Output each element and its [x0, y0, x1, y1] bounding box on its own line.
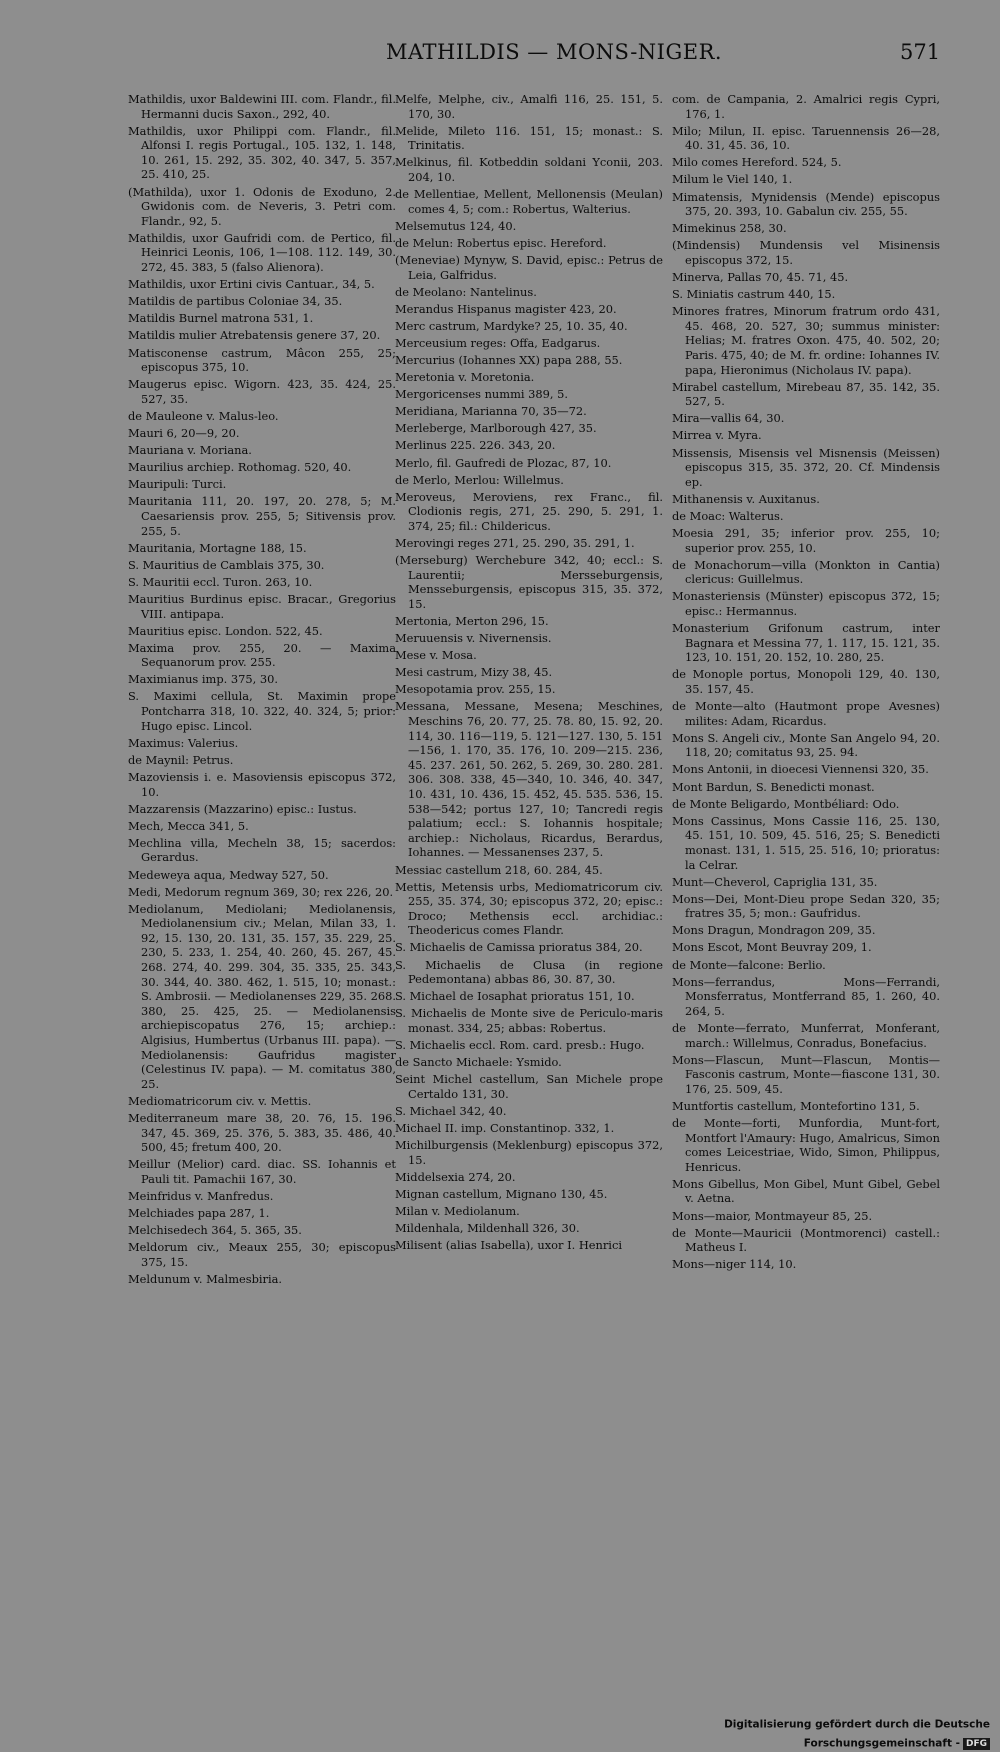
index-entry: Mathildis, uxor Baldewini III. com. Flandr., fil. Hermanni ducis Saxon., 292, 40.: [128, 92, 396, 121]
index-entry: S. Mauritii eccl. Turon. 263, 10.: [128, 574, 313, 589]
index-entry: Merovingi reges 271, 25. 290, 35. 291, 1.: [395, 536, 635, 551]
index-entry: Maxima prov. 255, 20. — Maxima Sequanorum prov. 255.: [128, 640, 396, 670]
index-entry: Melchisedech 364, 5. 365, 35.: [128, 1223, 302, 1238]
index-entry: Munt—Cheverol, Capriglia 131, 35.: [672, 874, 878, 889]
index-entry: Mauritius episc. London. 522, 45.: [128, 623, 323, 638]
index-entry: de Merlo, Merlou: Willelmus.: [395, 472, 564, 487]
index-entry: Mirrea v. Myra.: [672, 428, 762, 443]
footer-credit: [580, 1714, 990, 1750]
index-entry: Mercurius (Iohannes XX) papa 288, 55.: [395, 353, 623, 367]
index-entry: Merc castrum, Mardyke? 25, 10. 35, 40.: [395, 318, 628, 333]
index-entry: Mech, Mecca 341, 5.: [128, 818, 249, 833]
index-entry: Meridiana, Marianna 70, 35—72.: [395, 404, 587, 419]
index-entry: de Sancto Michaele: Ysmido.: [395, 1055, 562, 1070]
index-entry: Matisconense castrum, Mâcon 255, 25; episcopus 375, 10.: [128, 345, 396, 375]
index-entry: Matildis Burnel matrona 531, 1.: [128, 311, 314, 326]
index-entry: Mauripuli: Turci.: [128, 477, 227, 492]
dfg-logo: DFG: [963, 1738, 990, 1750]
index-entry: Mauriana v. Moriana.: [128, 443, 252, 458]
index-entry: S. Michael 342, 40.: [395, 1103, 507, 1118]
index-entry: S. Mauritius de Camblais 375, 30.: [128, 557, 325, 572]
index-entry: Melchiades papa 287, 1.: [128, 1206, 270, 1221]
index-entry: Mese v. Mosa.: [395, 648, 477, 663]
index-entry: Messana, Messane, Mesena; Meschines, Meschins 76, 20. 77, 25. 78. 80, 15. 92, 20. 114, 30. 116—119, 5. 121—127. 130, 5. 151—156, 1. 170, 35. 176, 10. 209—215. 236, 45. 237. 261, 50. 262, 5. 269, 30. 280. 281. 306. 308. 338, 45—340, 10. 346, 40. 347, 10. 431, 10. 436, 15. 452, 45. 535. 536, 15. 538—542; portus 127, 10; Tancredi regis palatium; eccl.: S. Iohannis hospitale; archiep.: Nicholaus, Ricardus, Berardus, Iohannes. — Messanenses 237, 5.: [395, 699, 663, 860]
index-entry: Mechlina villa, Mecheln 38, 15; sacerdos: Gerardus.: [128, 835, 396, 865]
index-entry: Mazoviensis i. e. Masoviensis episcopus 372, 10.: [128, 769, 396, 799]
index-entry: Meretonia v. Moretonia.: [395, 370, 535, 385]
index-entry: Milisent (alias Isabella), uxor I. Henrici: [395, 1238, 622, 1253]
index-entry: Merandus Hispanus magister 423, 20.: [395, 301, 617, 316]
index-entry: Matildis de partibus Coloniae 34, 35.: [128, 294, 343, 309]
index-entry: de Monte—falcone: Berlio.: [672, 957, 826, 972]
index-entry: Milum le Viel 140, 1.: [672, 172, 793, 187]
index-entry: de Monte—alto (Hautmont prope Avesnes) milites: Adam, Ricardus.: [672, 699, 940, 728]
index-entry: Mimatensis, Mynidensis (Mende) episcopus 375, 20. 393, 10. Gabalun civ. 255, 55.: [672, 189, 940, 219]
index-entry: de Monte—ferrato, Munferrat, Monferant, march.: Willelmus, Conradus, Bonefacius.: [672, 1020, 940, 1050]
index-entry: Mons—Flascun, Munt—Flascun, Montis—Fasconis castrum, Monte—fiascone 131, 30. 176, 25. 509, 45.: [672, 1052, 940, 1096]
index-entry: Meruuensis v. Nivernensis.: [395, 631, 552, 646]
index-column-2: [395, 92, 663, 1255]
index-entry: Mathildis, uxor Ertini civis Cantuar., 34, 5.: [128, 277, 375, 292]
index-entry: Meroveus, Meroviens, rex Franc., fil. Clodionis regis, 271, 25. 290, 5. 291, 1. 374, 25; fil.: Childericus.: [395, 489, 663, 533]
index-entry: Mildenhala, Mildenhall 326, 30.: [395, 1221, 580, 1236]
index-entry: de Monte Beligardo, Montbéliard: Odo.: [672, 796, 900, 811]
index-entry: Melide, Mileto 116. 151, 15; monast.: S. Trinitatis.: [395, 123, 663, 153]
index-entry: Mettis, Metensis urbs, Mediomatricorum civ. 255, 35. 374, 30; episcopus 372, 20; episc.: Droco; Methensis eccl. archidiac.: Theodericus comes Flandr.: [395, 879, 663, 938]
index-entry: de Maynil: Petrus.: [128, 752, 234, 767]
index-entry: S. Michaelis de Camissa prioratus 384, 20.: [395, 940, 643, 955]
index-entry: Milo comes Hereford. 524, 5.: [672, 155, 842, 170]
index-entry: (Meneviae) Mynyw, S. David, episc.: Petrus de Leia, Galfridus.: [395, 252, 663, 282]
index-entry: Moesia 291, 35; inferior prov. 255, 10; superior prov. 255, 10.: [672, 526, 940, 555]
index-entry: Mimekinus 258, 30.: [672, 221, 787, 236]
index-entry: de Mauleone v. Malus-leo.: [128, 408, 279, 423]
index-entry: Maximus: Valerius.: [128, 735, 239, 750]
index-entry: Minerva, Pallas 70, 45. 71, 45.: [672, 270, 849, 285]
index-entry: (Merseburg) Werchebure 342, 40; eccl.: S. Laurentii; Mersseburgensis, Mensseburgensis, episcopus 315, 35. 372, 15.: [395, 553, 663, 611]
index-entry: Mira—vallis 64, 30.: [672, 411, 785, 426]
index-entry: Mons—ferrandus, Mons—Ferrandi, Monsferratus, Montferrand 85, 1. 260, 40. 264, 5.: [672, 974, 940, 1018]
index-entry: S. Miniatis castrum 440, 15.: [672, 287, 836, 302]
index-entry: Mons Cassinus, Mons Cassie 116, 25. 130, 45. 151, 10. 509, 45. 516, 25; S. Benedicti monast. 131, 1. 515, 25. 516, 10; prioratus: la Celrar.: [672, 813, 940, 872]
page-number: 571: [900, 40, 941, 64]
index-entry: Mediterraneum mare 38, 20. 76, 15. 196. 347, 45. 369, 25. 376, 5. 383, 35. 486, 40. 500, 45; fretum 400, 20.: [128, 1111, 396, 1155]
index-entry: Mauritius Burdinus episc. Bracar., Gregorius VIII. antipapa.: [128, 591, 396, 621]
index-entry: Maugerus episc. Wigorn. 423, 35. 424, 25. 527, 35.: [128, 377, 396, 406]
index-entry: Mignan castellum, Mignano 130, 45.: [395, 1186, 608, 1201]
index-entry: de Moac: Walterus.: [672, 508, 784, 523]
index-entry: Missensis, Misensis vel Misnensis (Meissen) episcopus 315, 35. 372, 20. Cf. Mindensis ep.: [672, 445, 940, 489]
index-entry: Mauritania, Mortagne 188, 15.: [128, 540, 307, 555]
index-entry: Melfe, Melphe, civ., Amalfi 116, 25. 151, 5. 170, 30.: [395, 92, 663, 121]
index-entry: de Melun: Robertus episc. Hereford.: [395, 235, 607, 250]
index-entry: de Monople portus, Monopoli 129, 40. 130, 35. 157, 45.: [672, 667, 940, 696]
index-entry: Milo; Milun, II. episc. Taruennensis 26—28, 40. 31, 45. 36, 10.: [672, 123, 940, 153]
index-entry: Merlo, fil. Gaufredi de Plozac, 87, 10.: [395, 455, 612, 470]
index-entry: Mauritania 111, 20. 197, 20. 278, 5; M. Caesariensis prov. 255, 5; Sitivensis prov. 255, 5.: [128, 494, 396, 538]
index-entry: de Mellentiae, Mellent, Mellonensis (Meulan) comes 4, 5; com.: Robertus, Walterius.: [395, 187, 663, 216]
page-title: MATHILDIS — MONS-NIGER.: [386, 40, 723, 64]
index-entry: de Monte—forti, Munfordia, Munt-fort, Montfort l'Amaury: Hugo, Amalricus, Simon comes Leicestriae, Wido, Simon, Philippus, Henricus.: [672, 1116, 940, 1174]
index-entry: Mons Escot, Mont Beuvray 209, 1.: [672, 940, 872, 955]
index-entry: Mathildis, uxor Gaufridi com. de Pertico, fil. Heinrici Leonis, 106, 1—108. 112. 149, 30. 272, 45. 383, 5 (falso Alienora).: [128, 230, 396, 275]
index-entry: Mathildis, uxor Philippi com. Flandr., fil. Alfonsi I. regis Portugal., 105. 132, 1. 148, 10. 261, 15. 292, 35. 302, 40. 347, 5. 357, 25. 410, 25.: [128, 123, 396, 182]
footer-text: Digitalisierung gefördert durch die Deutsche Forschungsgemeinschaft -: [724, 1718, 990, 1750]
index-entry: Minores fratres, Minorum fratrum ordo 431, 45. 468, 20. 527, 30; summus minister: Helias; M. fratres Oxon. 475, 40. 502, 20; Paris. 475, 40; de M. fr. ordine: Iohannes IV. papa, Hieronimus (Nicholaus IV. papa).: [672, 304, 940, 377]
index-entry: Mons Dragun, Mondragon 209, 35.: [672, 923, 876, 938]
index-entry: Meldorum civ., Meaux 255, 30; episcopus 375, 15.: [128, 1240, 396, 1269]
index-entry: Middelsexia 274, 20.: [395, 1169, 516, 1184]
index-entry: de Meolano: Nantelinus.: [395, 284, 537, 299]
index-entry: Mons Gibellus, Mon Gibel, Munt Gibel, Gebel v. Aetna.: [672, 1176, 940, 1206]
index-entry: Muntfortis castellum, Montefortino 131, 5.: [672, 1098, 920, 1113]
index-entry: S. Michaelis de Monte sive de Periculo-maris monast. 334, 25; abbas: Robertus.: [395, 1006, 663, 1035]
index-entry: (Mathilda), uxor 1. Odonis de Exoduno, 2. Gwidonis com. de Neveris, 3. Petri com. Flandr., 92, 5.: [128, 184, 396, 228]
index-entry: Mons—Dei, Mont-Dieu prope Sedan 320, 35; fratres 35, 5; mon.: Gaufridus.: [672, 891, 940, 921]
index-entry: com. de Campania, 2. Amalrici regis Cypri, 176, 1.: [672, 92, 940, 121]
index-entry: Mirabel castellum, Mirebeau 87, 35. 142, 35. 527, 5.: [672, 379, 940, 409]
index-entry: Messiac castellum 218, 60. 284, 45.: [395, 862, 603, 877]
index-column-1: [128, 92, 396, 1289]
index-entry: Medeweya aqua, Medway 527, 50.: [128, 867, 329, 882]
index-entry: Michael II. imp. Constantinop. 332, 1.: [395, 1121, 615, 1135]
index-entry: S. Michael de Iosaphat prioratus 151, 10.: [395, 989, 635, 1004]
index-entry: Meillur (Melior) card. diac. SS. Iohannis et Pauli tit. Pamachii 167, 30.: [128, 1157, 396, 1186]
index-column-3: [672, 92, 940, 1274]
index-entry: Mithanensis v. Auxitanus.: [672, 491, 820, 506]
index-entry: Melkinus, fil. Kotbeddin soldani Yconii, 203. 204, 10.: [395, 155, 663, 184]
index-entry: Matildis mulier Atrebatensis genere 37, 20.: [128, 328, 381, 343]
index-entry: Merlinus 225. 226. 343, 20.: [395, 438, 556, 453]
index-entry: (Mindensis) Mundensis vel Misinensis episcopus 372, 15.: [672, 238, 940, 267]
index-entry: Mont Bardun, S. Benedicti monast.: [672, 779, 875, 794]
index-entry: Medi, Medorum regnum 369, 30; rex 226, 20.: [128, 884, 394, 899]
index-entry: S. Michaelis de Clusa (in regione Pedemontana) abbas 86, 30. 87, 30.: [395, 957, 663, 987]
index-entry: Michilburgensis (Meklenburg) episcopus 372, 15.: [395, 1138, 663, 1167]
index-entry: Mons Antonii, in dioecesi Viennensi 320, 35.: [672, 762, 929, 777]
index-entry: Maurilius archiep. Rothomag. 520, 40.: [128, 460, 352, 475]
index-entry: Merceusium reges: Offa, Eadgarus.: [395, 335, 601, 350]
index-entry: Mons S. Angeli civ., Monte San Angelo 94, 20. 118, 20; comitatus 93, 25. 94.: [672, 730, 940, 760]
index-entry: Maximianus imp. 375, 30.: [128, 672, 278, 687]
index-entry: Mauri 6, 20—9, 20.: [128, 425, 240, 440]
index-entry: S. Maximi cellula, St. Maximin prope Pontcharra 318, 10. 322, 40. 324, 5; prior: Hugo episc. Lincol.: [128, 689, 396, 733]
index-entry: S. Michaelis eccl. Rom. card. presb.: Hugo.: [395, 1038, 645, 1053]
index-entry: de Monte—Mauricii (Montmorenci) castell.: Matheus I.: [672, 1225, 940, 1255]
index-entry: Mertonia, Merton 296, 15.: [395, 614, 549, 628]
index-entry: Seint Michel castellum, San Michele prope Certaldo 131, 30.: [395, 1072, 663, 1101]
index-entry: Monasteriensis (Münster) episcopus 372, 15; episc.: Hermannus.: [672, 589, 940, 618]
index-entry: Mons—maior, Montmayeur 85, 25.: [672, 1208, 873, 1223]
running-header: [0, 40, 1000, 74]
index-entry: Merleberge, Marlborough 427, 35.: [395, 421, 597, 436]
index-entry: Monasterium Grifonum castrum, inter Bagnara et Messina 77, 1. 117, 15. 121, 35. 123, 10. 151, 20. 152, 10. 280, 25.: [672, 621, 940, 665]
index-entry: de Monachorum—villa (Monkton in Cantia) clericus: Guillelmus.: [672, 557, 940, 587]
index-entry: Mazzarensis (Mazzarino) episc.: Iustus.: [128, 801, 357, 816]
index-entry: Mesopotamia prov. 255, 15.: [395, 682, 556, 697]
index-entry: Mesi castrum, Mizy 38, 45.: [395, 665, 553, 680]
index-entry: Melsemutus 124, 40.: [395, 218, 517, 233]
index-entry: Mons—niger 114, 10.: [672, 1257, 797, 1272]
index-entry: Meldunum v. Malmesbiria.: [128, 1271, 283, 1286]
index-entry: Mediomatricorum civ. v. Mettis.: [128, 1093, 312, 1108]
index-entry: Meinfridus v. Manfredus.: [128, 1188, 274, 1203]
index-entry: Mediolanum, Mediolani; Mediolanensis, Mediolanensium civ.; Melan, Milan 33, 1. 92, 15. 130, 20. 131, 35. 157, 35. 229, 25. 230, 5. 233, 1. 254, 40. 260, 45. 267, 45. 268. 274, 40. 299. 304, 35. 335, 25. 343, 30. 344, 40. 380. 462, 1. 515, 10; monast.: S. Ambrosii. — Mediolanenses 229, 35. 268. 380, 25. 425, 25. — Mediolanensis archiepiscopatus 276, 15; archiep.: Algisius, Humbertus (Urbanus III. papa). — Mediolanensis: Gaufridus magister (Celestinus IV. papa). — M. comitatus 380, 25.: [128, 901, 396, 1091]
index-entry: Mergoricenses nummi 389, 5.: [395, 387, 568, 402]
index-entry: Milan v. Mediolanum.: [395, 1203, 520, 1218]
